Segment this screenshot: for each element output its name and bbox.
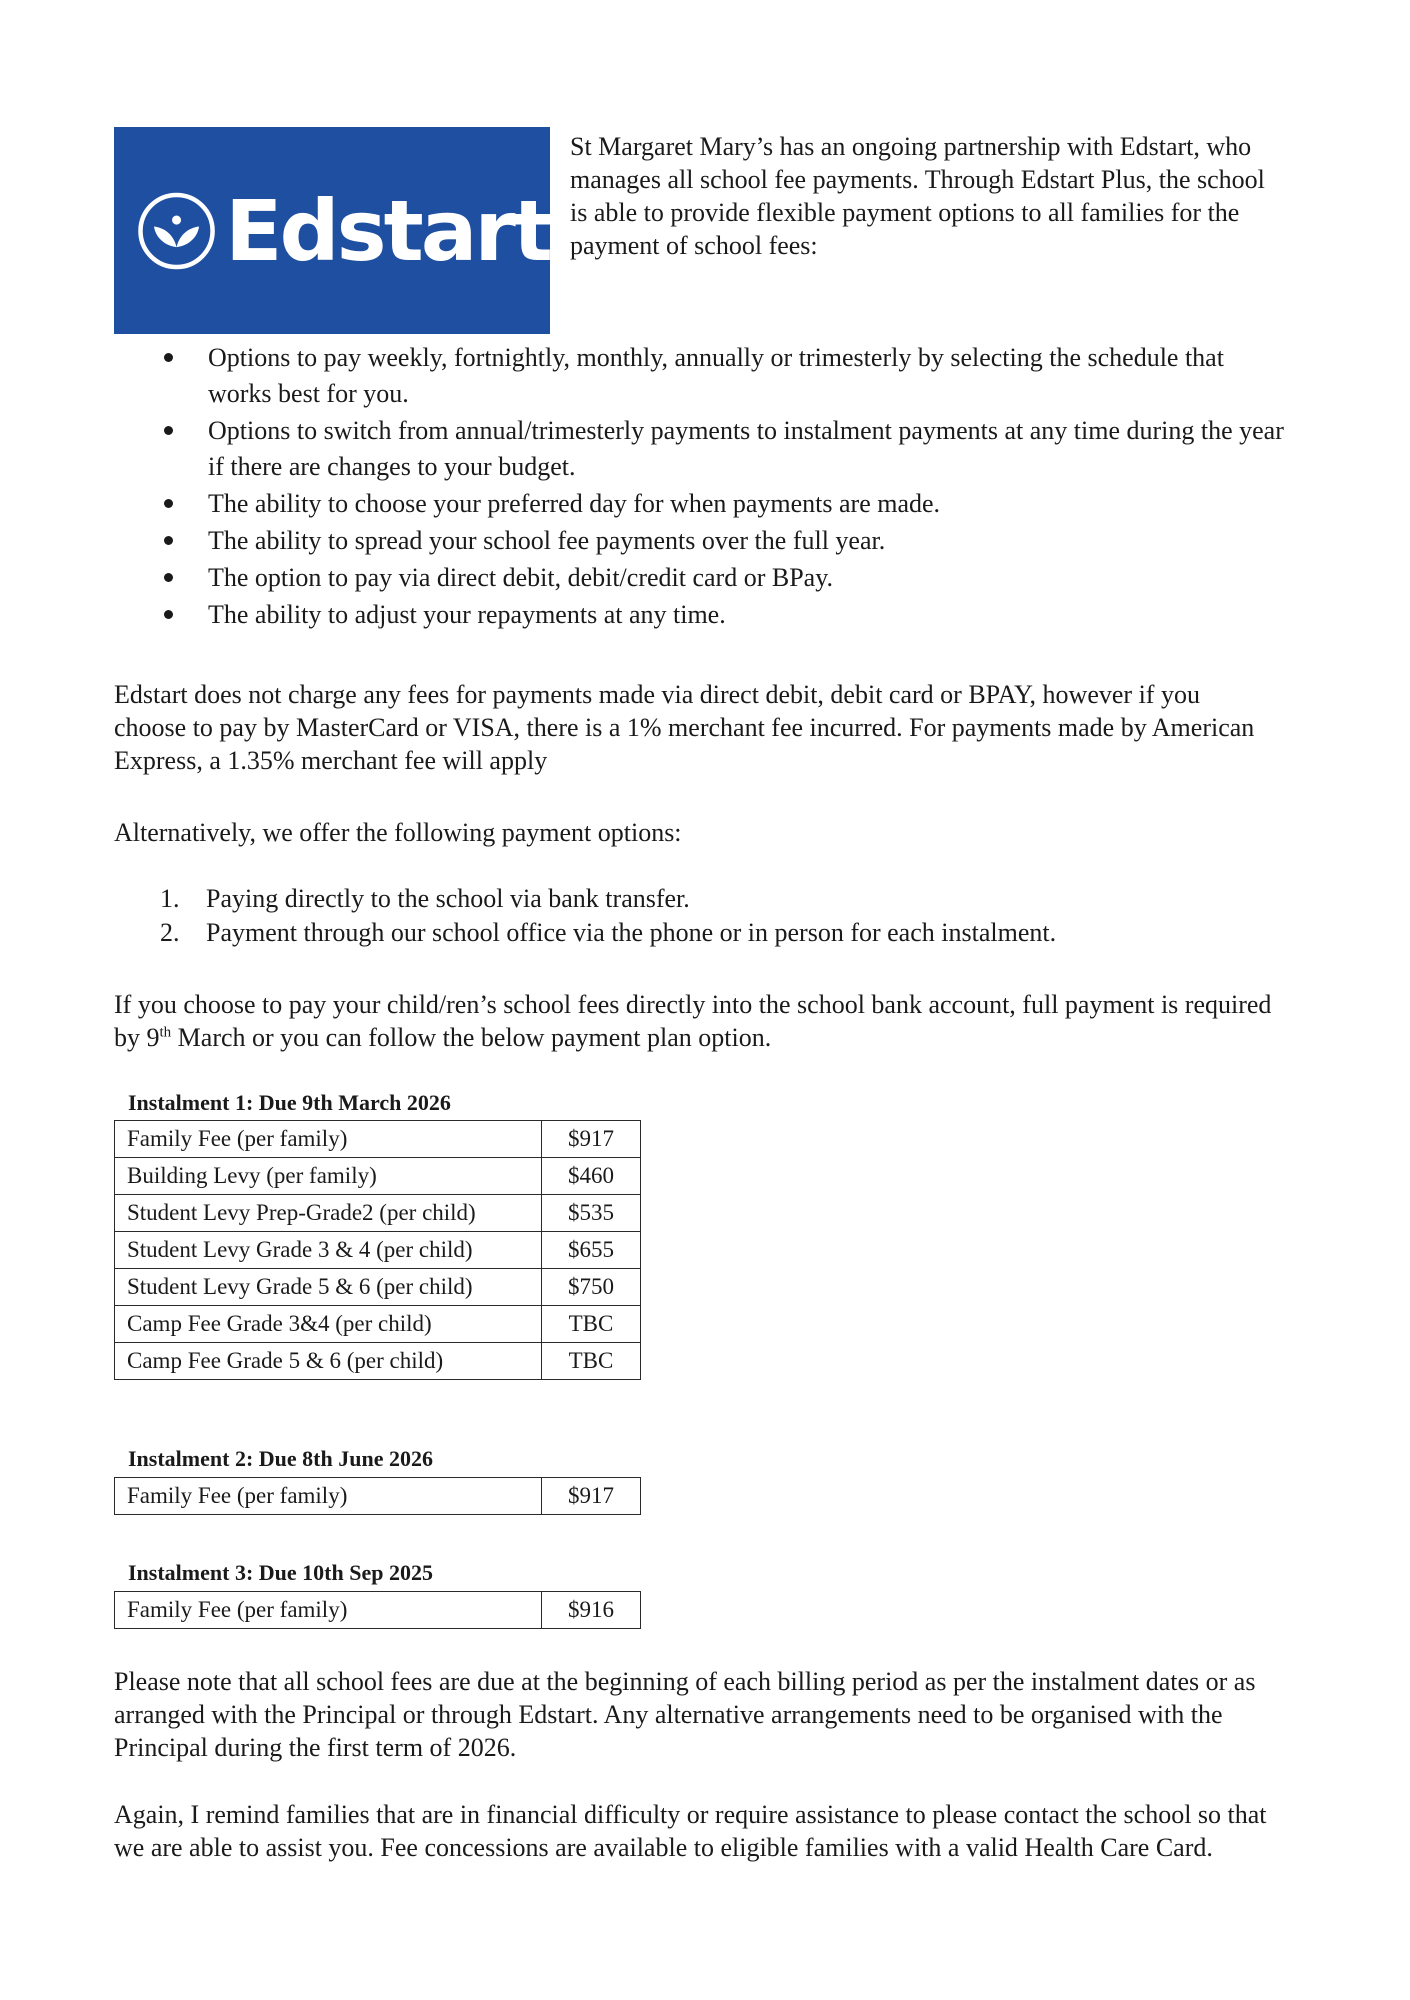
intro-paragraph: St Margaret Mary’s has an ongoing partnership with Edstart, who manages all school fee payments. Through Edstart Plus, the school is able to provide flexible payment options to all families for the payment of school fees: [570,132,1265,260]
table-row: Family Fee (per family) $916 [115,1592,641,1629]
table-row: Camp Fee Grade 5 & 6 (per child) TBC [115,1343,641,1380]
list-item: Options to pay weekly, fortnightly, monthly, annually or trimesterly by selecting the schedule that works best for you. [160,340,1290,412]
list-item: 2. Payment through our school office via the phone or in person for each instalment. [160,918,1057,947]
instalment-1-title: Instalment 1: Due 9th March 2026 [128,1090,451,1115]
list-item: The ability to adjust your repayments at any time. [160,597,1290,633]
instalment-1-table [114,1120,641,1380]
bullet-icon [164,426,173,435]
bullet-icon [164,353,173,362]
table-row: Building Levy (per family) $460 [115,1158,641,1195]
logo-wordmark: Edstart [225,181,550,280]
list-item: Options to switch from annual/trimesterly payments to instalment payments at any time during the year if there are changes to your budget. [160,413,1290,485]
instalment-2-title: Instalment 2: Due 8th June 2026 [128,1446,433,1471]
list-item: The option to pay via direct debit, debit/credit card or BPay. [160,560,1290,596]
list-item: 1. Paying directly to the school via bank transfer. [160,884,690,913]
alternative-options-intro: Alternatively, we offer the following payment options: [114,818,682,847]
bullet-icon [164,499,173,508]
list-item: The ability to choose your preferred day for when payments are made. [160,486,1290,522]
bullet-icon [164,610,173,619]
table-row: Student Levy Prep-Grade2 (per child) $535 [115,1195,641,1232]
edstart-leaf-icon [136,168,217,294]
instalment-2-table [114,1477,641,1515]
bullet-icon [164,573,173,582]
merchant-fee-note: Edstart does not charge any fees for payments made via direct debit, debit card or BPAY, however if you choose to pay by MasterCard or VISA, there is a 1% merchant fee incurred. For payments made by American Express, a 1.35% merchant fee will apply [114,680,1255,775]
payment-options-list [160,340,1290,634]
table-row: Family Fee (per family) $917 [115,1478,641,1515]
alternative-options-list [160,882,1056,950]
table-row: Family Fee (per family) $917 [115,1121,641,1158]
instalment-3-table [114,1591,641,1629]
financial-assistance-reminder: Again, I remind families that are in financial difficulty or require assistance to please contact the school so that we are able to assist you. Fee concessions are available to eligible families with a valid Health Care Card. [114,1800,1267,1862]
edstart-logo [114,127,550,334]
due-dates-note: Please note that all school fees are due at the beginning of each billing period as per the instalment dates or as arranged with the Principal or through Edstart. Any alternative arrangements need to be organised with the Principal during the first term of 2026. [114,1667,1256,1762]
table-row: Student Levy Grade 3 & 4 (per child) $655 [115,1232,641,1269]
instalment-3-title: Instalment 3: Due 10th Sep 2025 [128,1560,433,1585]
table-row: Camp Fee Grade 3&4 (per child) TBC [115,1306,641,1343]
direct-payment-paragraph: If you choose to pay your child/ren’s school fees directly into the school bank account, full payment is required by 9th March or you can follow the below payment plan option. [114,990,1272,1052]
table-row: Student Levy Grade 5 & 6 (per child) $750 [115,1269,641,1306]
list-item: The ability to spread your school fee payments over the full year. [160,523,1290,559]
bullet-icon [164,536,173,545]
